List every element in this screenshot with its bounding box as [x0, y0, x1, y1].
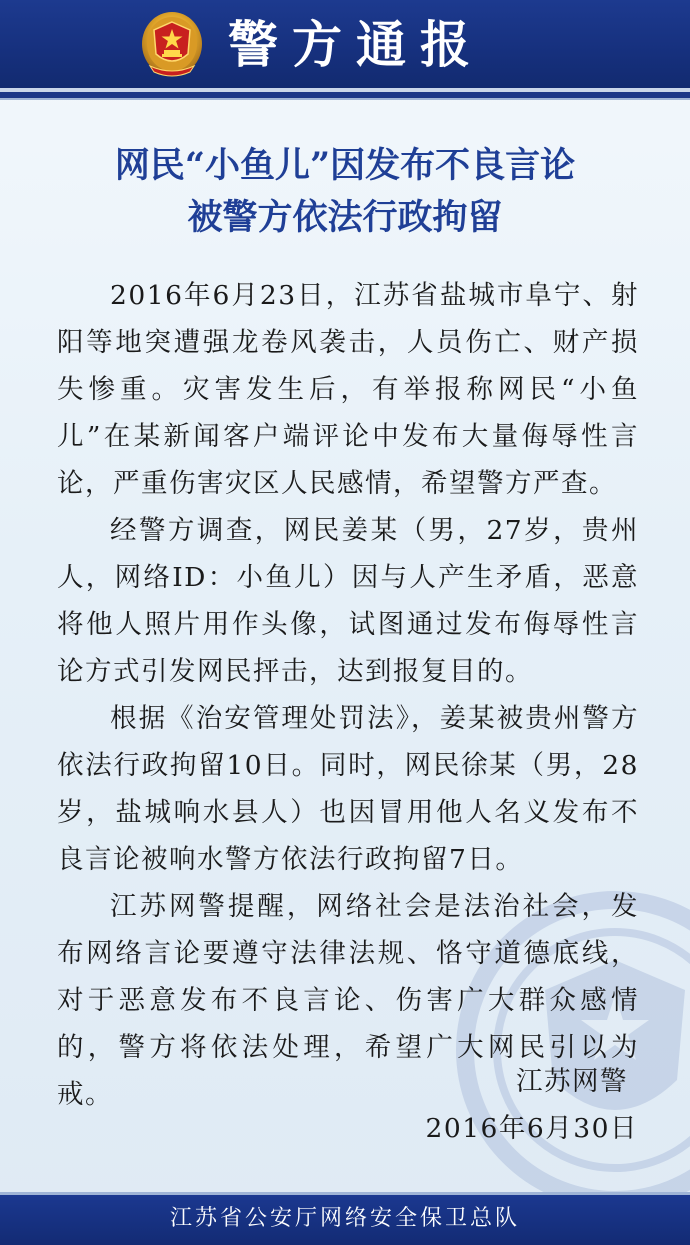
notice-paragraph: 根据《治安管理处罚法》，姜某被贵州警方依法行政拘留10日。同时，网民徐某（男，28岁，盐城响水县人）也因冒用他人名义发布不良言论被响水警方依法行政拘留7日。: [57, 703, 639, 875]
notice-signature: [425, 1058, 638, 1152]
notice-title-line: 被警方依法行政拘留: [187, 197, 503, 238]
notice-title: [0, 140, 690, 244]
header-title: 警方通报: [228, 16, 484, 74]
notice-paragraph: 经警方调查，网民姜某（男，27岁，贵州人，网络ID：小鱼儿）因与人产生矛盾，恶意将他人照片用作头像，试图通过发布侮辱性言论方式引发网民抨击，达到报复目的。: [57, 515, 639, 687]
footer-banner: [0, 1195, 690, 1245]
header-banner: [0, 0, 690, 88]
notice-paragraph: 江苏网警提醒，网络社会是法治社会，发布网络言论要遵守法律法规、恪守道德底线，对于恶意发布不良言论、伤害广大群众感情的，警方将依法处理，希望广大网民引以为戒。: [57, 891, 639, 1110]
header-divider: [0, 98, 690, 100]
signature-org: 江苏网警: [516, 1066, 628, 1097]
notice-body: [57, 272, 639, 1118]
notice-paragraph: 2016年6月23日，江苏省盐城市阜宁、射阳等地突遭强龙卷风袭击，人员伤亡、财产损失惨重。灾害发生后，有举报称网民“小鱼儿”在某新闻客户端评论中发布大量侮辱性言论，严重伤害灾区人民感情，希望警方严查。: [57, 280, 639, 499]
footer-text: 江苏省公安厅网络安全保卫总队: [169, 1206, 520, 1231]
notice-title-line: 网民“小鱼儿”因发布不良言论: [114, 145, 576, 186]
signature-date: 2016年6月30日: [425, 1113, 638, 1144]
police-emblem-icon: [140, 10, 204, 78]
